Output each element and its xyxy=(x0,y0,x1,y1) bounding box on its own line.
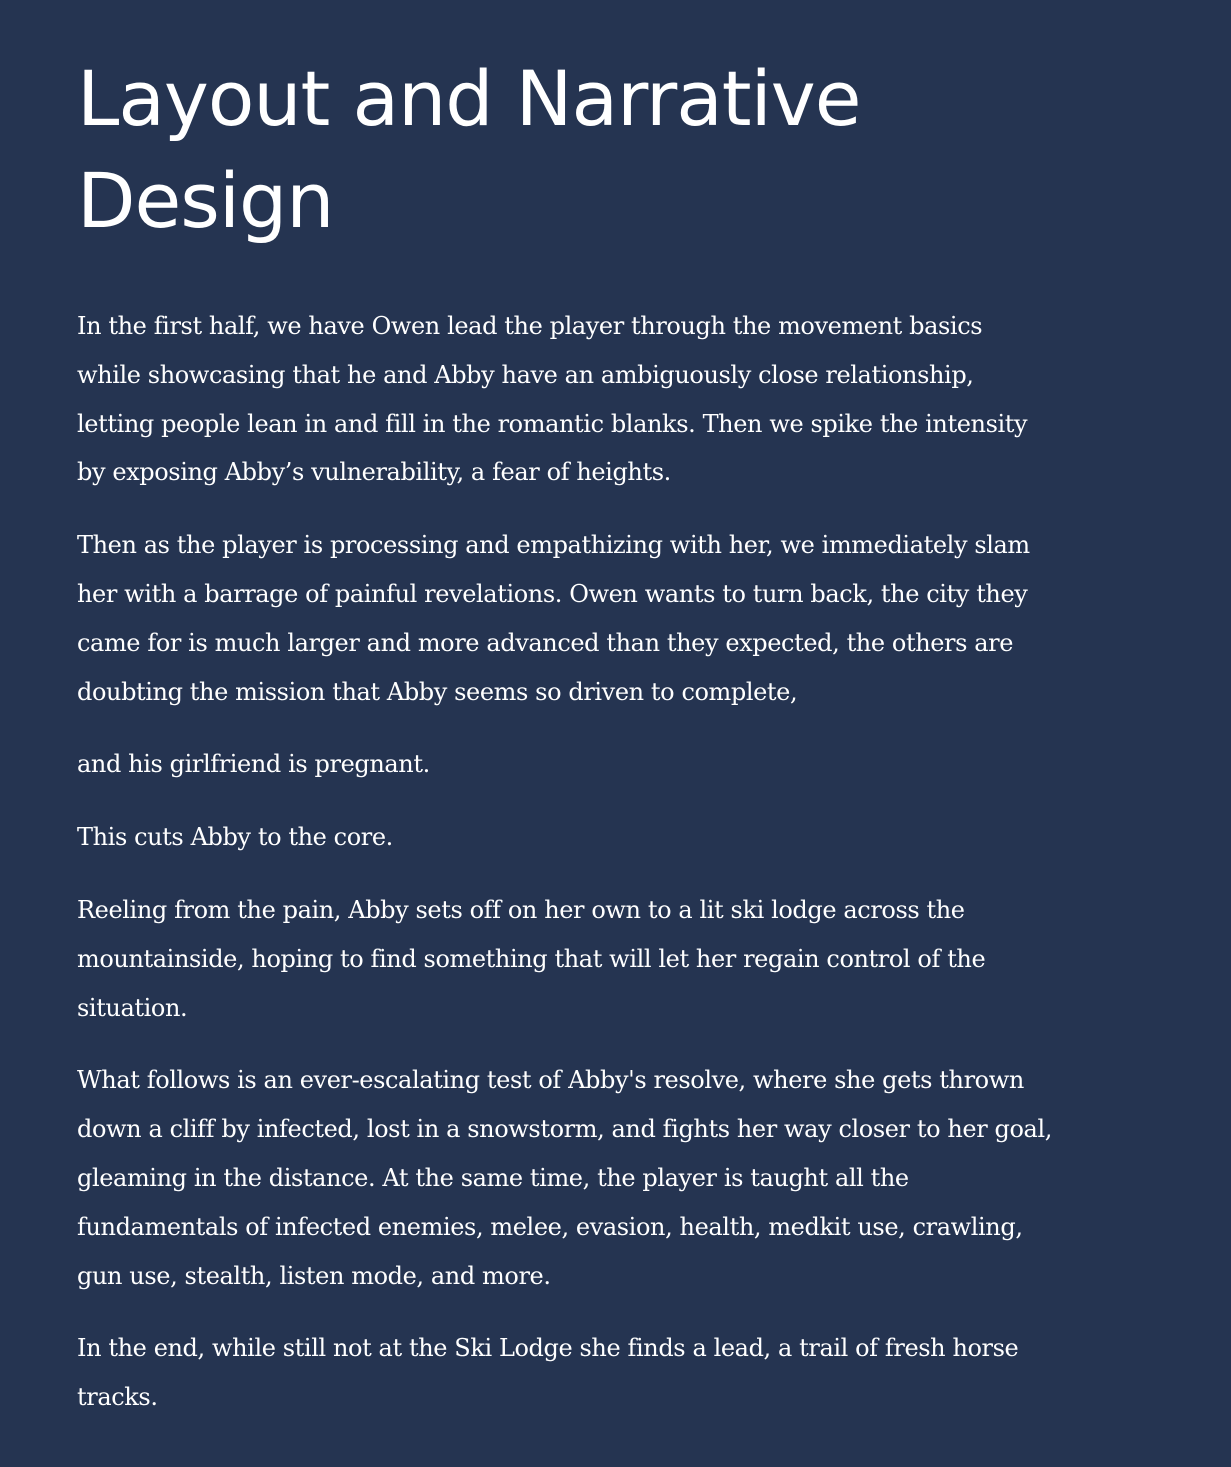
paragraph-ending: In the end, while still not at the Ski Lodge she finds a lead, a trail of fresh horse tracks. xyxy=(77,1334,1019,1412)
paragraph-intro: In the first half, we have Owen lead the player through the movement basics while showcasing that he and Abby have an ambiguously close relationship, letting people lean in and fill in the romantic blanks. Then we spike the intensity by exposing Abby’s vulnerability, a fear of heights. xyxy=(77,312,1028,487)
paragraph-test: What follows is an ever-escalating test of Abby's resolve, where she gets thrown down a cliff by infected, lost in a snowstorm, and fights her way closer to her goal, gleaming in the distance. At the same time, the player is taught all the fundamentals of infected enemies, melee, evasion, health, medkit use, crawling, gun use, stealth, listen mode, and more. xyxy=(77,1066,1052,1290)
article-body xyxy=(77,302,1052,1422)
paragraph-pregnant: and his girlfriend is pregnant. xyxy=(77,750,430,779)
section-title: Layout and Narrative Design xyxy=(77,54,861,245)
paragraph-ski-lodge: Reeling from the pain, Abby sets off on her own to a lit ski lodge across the mountainside, hoping to find something that will let her regain control of the situation. xyxy=(77,895,986,1022)
paragraph-core: This cuts Abby to the core. xyxy=(77,823,393,852)
paragraph-revelations: Then as the player is processing and empathizing with her, we immediately slam her with a barrage of painful revelations. Owen wants to turn back, the city they came for is much larger and more advanced than they expected, the others are doubting the mission that Abby seems so driven to complete, xyxy=(77,531,1030,706)
